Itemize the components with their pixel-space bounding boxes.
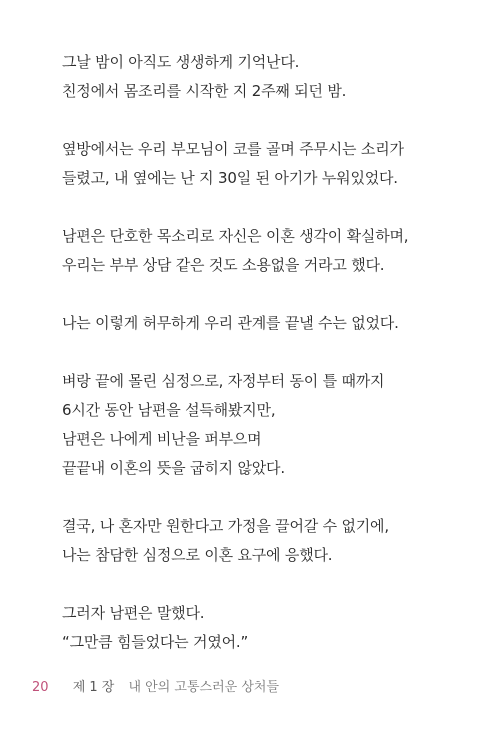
text-line: 우리는 부부 상담 같은 것도 소용없을 거라고 했다. [62, 256, 385, 274]
text-line: 친정에서 몸조리를 시작한 지 2주째 되던 밤. [62, 82, 347, 100]
text-line: 6시간 동안 남편을 설득해봤지만, [62, 401, 276, 419]
text-line: 끝끝내 이혼의 뜻을 굽히지 않았다. [62, 459, 285, 477]
page-number: 20 [32, 680, 49, 695]
paragraph-1 [62, 48, 462, 106]
text-line: 들렸고, 내 옆에는 난 지 30일 된 아기가 누워있었다. [62, 169, 398, 187]
text-line: “그만큼 힘들었다는 거였어.” [62, 633, 249, 651]
paragraph-7 [62, 599, 462, 657]
paragraph-2 [62, 135, 462, 193]
text-line: 남편은 나에게 비난을 퍼부으며 [62, 430, 262, 448]
text-line: 나는 이렇게 허무하게 우리 관계를 끝낼 수는 없었다. [62, 314, 399, 332]
page-footer [32, 678, 279, 698]
body-text [62, 48, 462, 686]
paragraph-5 [62, 367, 462, 483]
text-line: 남편은 단호한 목소리로 자신은 이혼 생각이 확실하며, [62, 227, 409, 245]
text-line: 그러자 남편은 말했다. [62, 604, 205, 622]
text-line: 결국, 나 혼자만 원한다고 가정을 끌어갈 수 없기에, [62, 517, 389, 535]
paragraph-3 [62, 222, 462, 280]
text-line: 옆방에서는 우리 부모님이 코를 골며 주무시는 소리가 [62, 140, 404, 158]
paragraph-6 [62, 512, 462, 570]
paragraph-4 [62, 309, 462, 338]
chapter-title: 내 안의 고통스러운 상처들 [128, 680, 280, 695]
text-line: 그날 밤이 아직도 생생하게 기억난다. [62, 53, 300, 71]
text-line: 나는 참담한 심정으로 이혼 요구에 응했다. [62, 546, 333, 564]
chapter-label: 제 1 장 [72, 680, 115, 695]
text-line: 벼랑 끝에 몰린 심정으로, 자정부터 동이 틀 때까지 [62, 372, 385, 390]
